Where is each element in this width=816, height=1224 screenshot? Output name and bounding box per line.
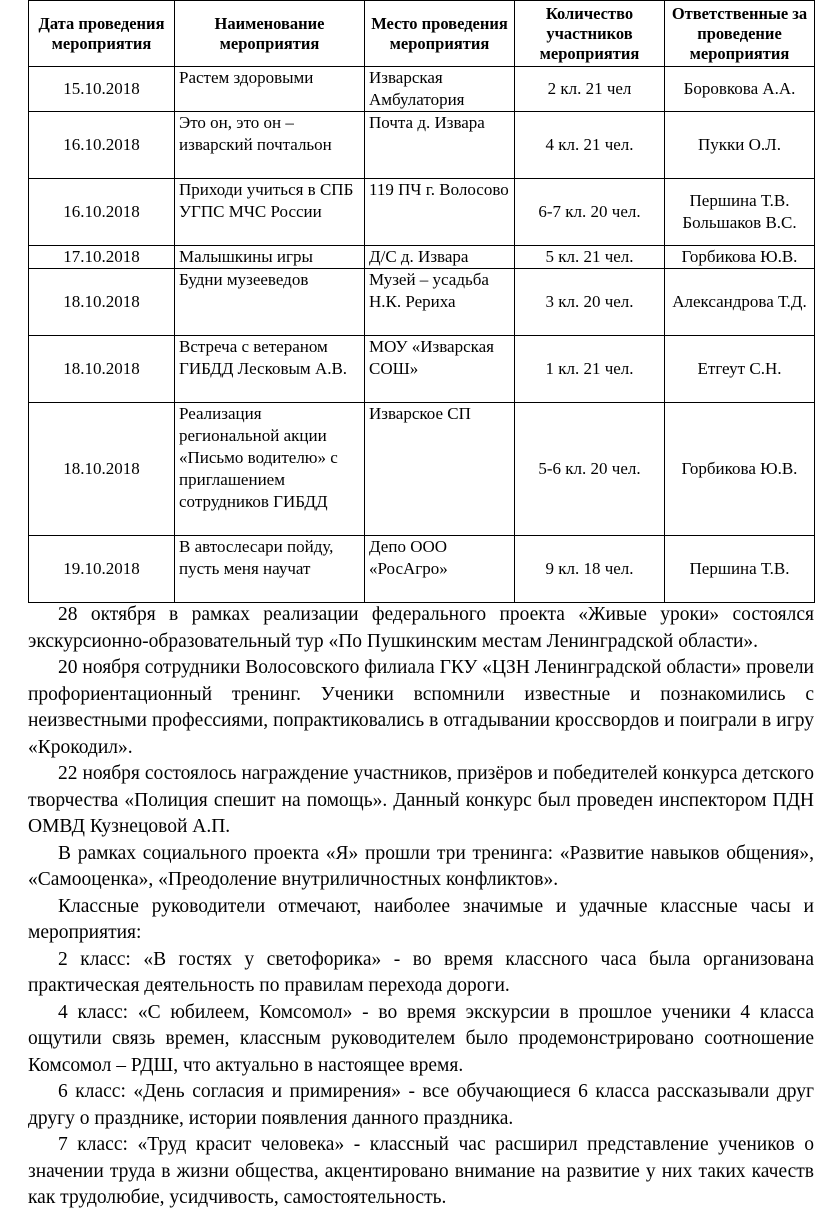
cell-date: 18.10.2018 xyxy=(29,403,175,536)
paragraph: В рамках социального проекта «Я» прошли три тренинга: «Развитие навыков общения», «Самооценка», «Преодоление внутриличностных конфликтов». xyxy=(28,842,814,890)
table-row xyxy=(29,246,815,269)
cell-place: Депо ООО «РосАгро» xyxy=(365,536,515,603)
header-count: Количество участников мероприятия xyxy=(515,1,665,67)
events-table xyxy=(28,0,815,603)
table-row xyxy=(29,112,815,179)
cell-name: Растем здоровыми xyxy=(175,67,365,112)
cell-responsible: Етгеут С.Н. xyxy=(665,336,815,403)
cell-name: В автослесари пойду, пусть меня научат xyxy=(175,536,365,603)
table-row xyxy=(29,536,815,603)
cell-count: 5 кл. 21 чел. xyxy=(515,246,665,269)
events-table-container xyxy=(28,0,814,603)
cell-date: 16.10.2018 xyxy=(29,179,175,246)
cell-date: 16.10.2018 xyxy=(29,112,175,179)
table-row xyxy=(29,179,815,246)
cell-count: 3 кл. 20 чел. xyxy=(515,269,665,336)
header-date: Дата проведения мероприятия xyxy=(29,1,175,67)
header-responsible: Ответственные за проведение мероприятия xyxy=(665,1,815,67)
paragraph: 7 класс: «Труд красит человека» - классный час расширил представление учеников о значении труда в жизни общества, акцентировано внимание на развитие у них таких качеств как трудолюбие, усидчивость, самостоятельность. xyxy=(28,1134,814,1208)
cell-date: 17.10.2018 xyxy=(29,246,175,269)
cell-count: 5-6 кл. 20 чел. xyxy=(515,403,665,536)
paragraph: 6 класс: «День согласия и примирения» - все обучающиеся 6 класса рассказывали друг другу о празднике, истории появления данного праздника. xyxy=(28,1081,814,1129)
cell-responsible: Пукки О.Л. xyxy=(665,112,815,179)
cell-place: МОУ «Изварская СОШ» xyxy=(365,336,515,403)
cell-responsible: Першина Т.В. xyxy=(665,536,815,603)
cell-date: 15.10.2018 xyxy=(29,67,175,112)
cell-place: Изварская Амбулатория xyxy=(365,67,515,112)
cell-count: 4 кл. 21 чел. xyxy=(515,112,665,179)
report-text xyxy=(28,602,814,1212)
cell-name: Приходи учиться в СПБ УГПС МЧС России xyxy=(175,179,365,246)
cell-place: Изварское СП xyxy=(365,403,515,536)
cell-count: 6-7 кл. 20 чел. xyxy=(515,179,665,246)
cell-responsible: Боровкова А.А. xyxy=(665,67,815,112)
paragraph: 4 класс: «С юбилеем, Комсомол» - во время экскурсии в прошлое ученики 4 класса ощутили связь времен, классным руководителем было продемонстрировано соотношение Комсомол – РДШ, что актуально в настоящее время. xyxy=(28,1001,814,1076)
header-place: Место проведения мероприятия xyxy=(365,1,515,67)
cell-count: 2 кл. 21 чел xyxy=(515,67,665,112)
cell-place: Почта д. Извара xyxy=(365,112,515,179)
cell-count: 1 кл. 21 чел. xyxy=(515,336,665,403)
header-name: Наименование мероприятия xyxy=(175,1,365,67)
cell-place: Д/С д. Извара xyxy=(365,246,515,269)
cell-name: Реализация региональной акции «Письмо водителю» с приглашением сотрудников ГИБДД xyxy=(175,403,365,536)
cell-count: 9 кл. 18 чел. xyxy=(515,536,665,603)
cell-responsible: Горбикова Ю.В. xyxy=(665,403,815,536)
cell-place: 119 ПЧ г. Волосово xyxy=(365,179,515,246)
table-header-row xyxy=(29,1,815,67)
table-row xyxy=(29,67,815,112)
paragraph: 20 ноября сотрудники Волосовского филиала ГКУ «ЦЗН Ленинградской области» провели профориентационный тренинг. Ученики вспомнили известные и познакомились с неизвестными профессиями, попрактиковались в отгадывании кроссвордов и поиграли в игру «Крокодил». xyxy=(28,657,814,758)
table-row xyxy=(29,403,815,536)
cell-name: Малышкины игры xyxy=(175,246,365,269)
paragraph: 22 ноября состоялось награждение участников, призёров и победителей конкурса детского творчества «Полиция спешит на помощь». Данный конкурс был проведен инспектором ПДН ОМВД Кузнецовой А.П. xyxy=(28,763,814,837)
cell-date: 18.10.2018 xyxy=(29,336,175,403)
cell-name: Встреча с ветераном ГИБДД Лесковым А.В. xyxy=(175,336,365,403)
cell-responsible: Горбикова Ю.В. xyxy=(665,246,815,269)
table-row xyxy=(29,336,815,403)
cell-responsible: Першина Т.В. Большаков В.С. xyxy=(665,179,815,246)
table-row xyxy=(29,269,815,336)
paragraph: Классные руководители отмечают, наиболее значимые и удачные классные часы и мероприятия: xyxy=(28,895,814,943)
cell-name: Это он, это он – изварский почтальон xyxy=(175,112,365,179)
cell-name: Будни музееведов xyxy=(175,269,365,336)
cell-responsible: Александрова Т.Д. xyxy=(665,269,815,336)
paragraph: 28 октября в рамках реализации федерального проекта «Живые уроки» состоялся экскурсионно-образовательный тур «По Пушкинским местам Ленинградской области». xyxy=(28,604,814,652)
cell-date: 19.10.2018 xyxy=(29,536,175,603)
cell-place: Музей – усадьба Н.К. Рериха xyxy=(365,269,515,336)
cell-date: 18.10.2018 xyxy=(29,269,175,336)
paragraph: 2 класс: «В гостях у светофорика» - во время классного часа была организована практическая деятельность по правилам перехода дороги. xyxy=(28,948,814,996)
